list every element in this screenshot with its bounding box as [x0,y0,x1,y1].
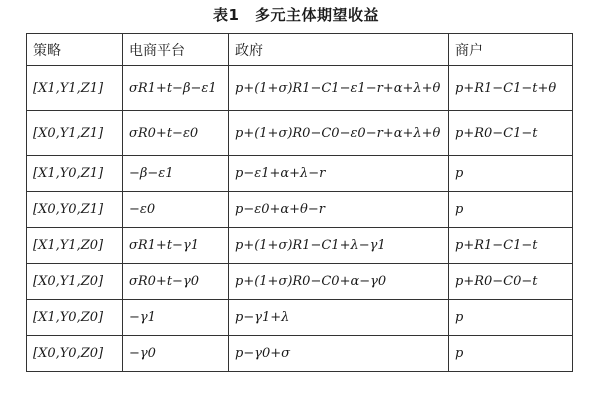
header-strategy: 策略 [27,34,123,66]
merchant-payoff-cell: p [449,336,573,372]
merchant-payoff-cell: p+R1−C1−t+θ [449,66,573,111]
government-payoff-cell: p+(1+σ)R0−C0+α−γ0 [229,264,449,300]
table-row [27,228,573,264]
table-row [27,300,573,336]
strategy-cell: [X0,Y1,Z0] [27,264,123,300]
merchant-payoff-cell: p+R1−C1−t [449,228,573,264]
table-row [27,192,573,228]
table-title: 表1 多元主体期望收益 [213,6,379,24]
header-row [27,34,573,66]
government-payoff-cell: p−ε0+α+θ−r [229,192,449,228]
merchant-payoff-cell: p+R0−C0−t [449,264,573,300]
government-payoff-cell: p+(1+σ)R1−C1+λ−γ1 [229,228,449,264]
platform-payoff-cell: −γ1 [123,300,229,336]
merchant-payoff-cell: p [449,300,573,336]
strategy-cell: [X0,Y0,Z1] [27,192,123,228]
table-row [27,264,573,300]
header-platform: 电商平台 [123,34,229,66]
government-payoff-cell: p−γ0+σ [229,336,449,372]
government-payoff-cell: p+(1+σ)R0−C0−ε0−r+α+λ+θ [229,111,449,156]
platform-payoff-cell: −γ0 [123,336,229,372]
platform-payoff-cell: σR0+t−ε0 [123,111,229,156]
platform-payoff-cell: σR1+t−β−ε1 [123,66,229,111]
table-row [27,156,573,192]
payoff-table [26,33,573,372]
platform-payoff-cell: σR0+t−γ0 [123,264,229,300]
strategy-cell: [X1,Y0,Z0] [27,300,123,336]
platform-payoff-cell: −ε0 [123,192,229,228]
strategy-cell: [X0,Y0,Z0] [27,336,123,372]
merchant-payoff-cell: p [449,192,573,228]
strategy-cell: [X1,Y1,Z0] [27,228,123,264]
table-row [27,111,573,156]
strategy-cell: [X1,Y1,Z1] [27,66,123,111]
strategy-cell: [X1,Y0,Z1] [27,156,123,192]
table-row [27,336,573,372]
header-merchant: 商户 [449,34,573,66]
strategy-cell: [X0,Y1,Z1] [27,111,123,156]
platform-payoff-cell: σR1+t−γ1 [123,228,229,264]
government-payoff-cell: p+(1+σ)R1−C1−ε1−r+α+λ+θ [229,66,449,111]
table-row [27,66,573,111]
government-payoff-cell: p−γ1+λ [229,300,449,336]
merchant-payoff-cell: p+R0−C1−t [449,111,573,156]
platform-payoff-cell: −β−ε1 [123,156,229,192]
header-government: 政府 [229,34,449,66]
government-payoff-cell: p−ε1+α+λ−r [229,156,449,192]
merchant-payoff-cell: p [449,156,573,192]
